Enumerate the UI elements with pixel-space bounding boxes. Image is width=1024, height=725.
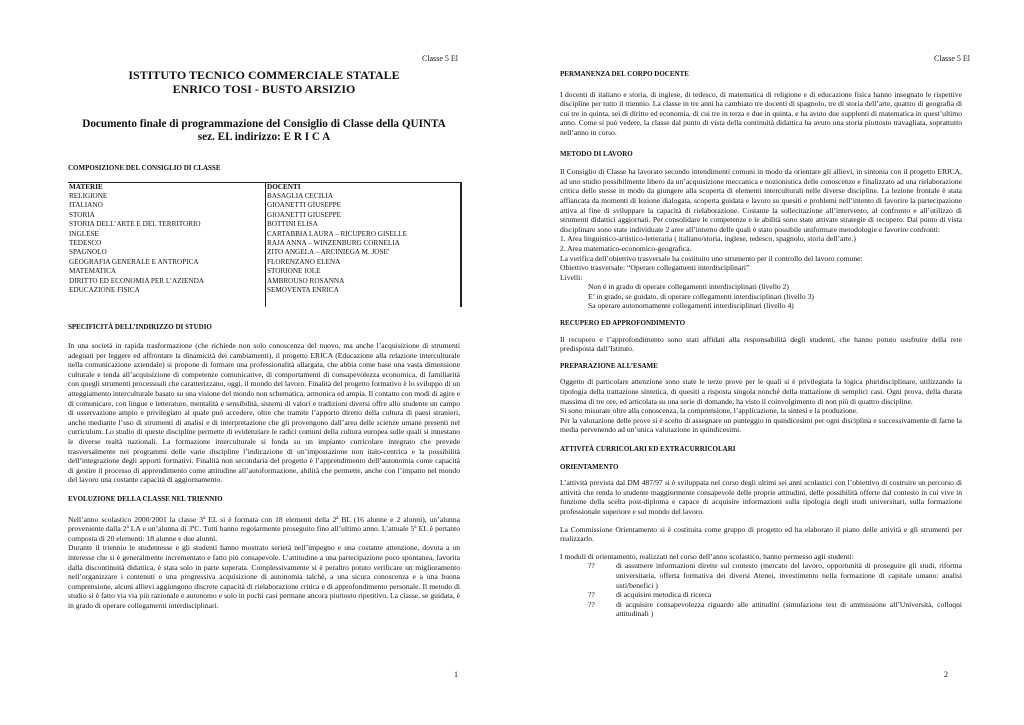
list-item: Sa operare autonomamente collegamenti interdisciplinari (livello 4): [588, 301, 794, 311]
page-number: 2: [944, 670, 948, 679]
teacher-cell: FLORENZANO ELENA: [266, 258, 462, 267]
subject-cell: RELIGIONE: [68, 192, 266, 201]
exam-text-2: Si sono misurate oltre alla conoscenza, la comprensione, l’applicazione, la sintesi e la produzione.: [560, 406, 858, 416]
bullet-icon: ??: [588, 590, 595, 600]
composition-heading: COMPOSIZIONE DEL CONSIGLIO DI CLASSE: [68, 164, 221, 172]
subject-cell: STORIA DELL’ARTE E DEL TERRITORIO: [68, 220, 266, 229]
teacher-cell: STORIONE IOLE: [266, 267, 462, 276]
table-row: [68, 192, 461, 201]
list-item: 2. Area matematico-economico-geografica.: [560, 243, 692, 253]
page-2: [512, 0, 1024, 725]
page-2-body: [560, 70, 962, 619]
evolution-heading: EVOLUZIONE DELLA CLASSE NEL TRIENNIO: [68, 494, 223, 503]
teacher-cell: RAJA ANNA – WINZENBURG CORNELIA: [266, 239, 462, 248]
table-row: [68, 277, 461, 286]
table-row: [68, 258, 461, 267]
teacher-cell: GIOANETTI GIUSEPPE: [266, 211, 462, 220]
subject-cell: INGLESE: [68, 230, 266, 239]
evolution-text-1: Nell’anno scolastico 2000/2001 la classe 3ª EL si è formata con 18 elementi della 2ª BL (16 alunne e 2 alunni), un’alunna proveniente dalla 2ª LA e un’alunna di 3ªC. Tutti hanno regolarmente proseguito fino all’ultimo anno. L’attuale 5ª EL è pertanto composta di 20 elementi: 18 alunne e due alunni.: [68, 514, 460, 543]
teacher-cell: GIOANETTI GIUSEPPE: [266, 201, 462, 210]
evolution-text-2: Durante il triennio le studentesse e gli studenti hanno mostrato serietà nell’impegno e una costante attenzione, dovuta a un interesse che si è generalmente incrementato e fatto più consapevole. L’attitudine a una partecipazione poco spontanea, favorita dalla discontinuità didattica, è stata solo in parte superata. Complessivamente si è peraltro potuto verificare un miglioramento nell’organizzare i contenuti e una progressiva acquisizione di autonomia talchè, a una sicura conoscenza e a una buona comprensione, alcuni allievi aggiungono discrete capacità di rielaborazione critica e di approfondimento personale. Il metodo di studio si è fatto via via più razionale e autonomo e solo in pochi casi permane ancora piuttosto ripetitivo. La classe, se guidata, è in grado di operare collegamenti interdisciplinari.: [68, 543, 460, 610]
orientation-heading: ORIENTAMENTO: [560, 462, 619, 471]
subject-cell: TEDESCO: [68, 239, 266, 248]
table-row: [68, 286, 461, 295]
orientation-text-2: La Commissione Orientamento si è costituita come gruppo di progetto ed ha elaborato il piano delle attività e gli strumenti per realizzarlo.: [560, 524, 962, 544]
exam-text-1: Oggetto di particolare attenzione sono state le terze prove per le quali si è privilegiata la logica pluridisciplinare, utilizzando la tipologia della trattazione sintetica, di quesiti a risposta singola nonché della trattazione di semplici casi. Ogni prova, della durata massima di tre ore, ed articolata su una serie di domande, ha visto il coinvolgimento di non più di quattro discipline.: [560, 377, 962, 406]
specificity-text: In una società in rapida trasformazione (che richiede non solo conoscenza del nuovo, ma anche l’acquisizione di strumenti adeguati per leggere ed affrontare la dinamicità dei cambiamenti), il progetto ERICA (Educazione alla relazione interculturale nella comunicazione aziendale) si propone di formare una professionalità allargata, che abbia come base una vasta dimensione culturale e tenda all’acquisizione di competenze comunicative, di comportamenti di consapevolezza economica, di familiarità con quegli strumenti processuali che caratterizzano, oggi, il mondo del lavoro. Finalità del progetto formativo è lo sviluppo di un atteggiamento interculturale basato su una visione del mondo non schematica, armonica ed ampia. Il contatto con modi di agire e di comunicare, con lingue e letterature, mentalità e sensibilità, sistemi di valori e tradizioni diversi offre allo studente un campo di osservazione ampio e privilegiato al quale può accedere, oltre che tramite l’apporto diretto della cultura di paesi stranieri, anche mediante l’uso di strumenti di analisi e di interpretazione che gli provengono dall’area delle scienze umane presenti nel curriculum. Lo studio di queste discipline permette di evidenziare le radici comuni della cultura europea sulle quali si innestano le diverse realtà nazionali. La formazione interculturale si fonda su un impianto curricolare integrato che prevede trasversalmente nei programmi delle varie discipline l’indicazione di un’impostazione non italo-centrica e la possibilità dell’integrazione degli apporti formativi. Finalità non secondaria del progetto è l’apprendimento dell’autonomia come capacità di gestire il processo di apprendimento come attitudine all’autoformazione, abilità che permette, anche con l’impatto nel mondo del lavoro una costante capacità di aggiornamento.: [68, 341, 461, 485]
table-header-subject: MATERIE: [68, 182, 266, 192]
recovery-heading: RECUPERO ED APPROFONDIMENTO: [560, 319, 686, 328]
page-header-class: Classe 5 El: [934, 54, 970, 63]
recovery-text: Il recupero e l’approfondimento sono stati affidati alla responsabilità degli studenti, che hanno potuto usufruire della rete predisposta dall’Istituto.: [560, 334, 962, 354]
list-item: ?? di assumere informazioni dirette sul contesto (mercato del lavoro, opportunità di proseguire gli studi, riforma universitaria, offerta formativa dei diversi Atenei, investimento nella formazione di capitale umano: analisi usti/benefici ): [588, 561, 962, 590]
permanence-text: I docenti di italiano e storia, di inglese, di tedesco, di matematica di religione e di educazione fisica hanno insegnato le rispettive discipline per tutto il triennio. La classe in tre anni ha cambiato tre docenti di spagnolo, tre di storia dell’arte, quattro di geografia di cui tre in quinta, sei di diritto ed economia, di cui tre in terza e due in quinta, e ha avuto due supplenti di matematica in quest’ultimo anno. Come si può vedere, la classe dal punto di vista della continuità didattica ha avuto una storia piuttosto travagliata, soprattutto nell’anno in corso.: [560, 89, 962, 137]
activities-heading: ATTIVITÀ CURRICOLARI ED EXTRACURRICOLARI: [560, 445, 736, 453]
page-1-body: [68, 68, 460, 611]
teacher-cell: ZITO ANGELA – ARCINIEGA M. JOSE': [266, 248, 462, 257]
subject-cell: GEOGRAFIA GENERALE E ANTROPICA: [68, 258, 266, 267]
list-item: 1. Area linguistico-artistico-letteraria ( italiano/storia, inglese, tedesco, spagnolo, storia dell’arte.): [560, 234, 856, 244]
exam-text-3: Per la valutazione delle prove si è scelto di assegnare un punteggio in quindicesimi per ogni disciplina e successivamente di farne la media pervenendo ad un’unica valutazione in quindicesimi.: [560, 415, 962, 435]
document-title: Documento finale di programmazione del Consiglio di Classe della QUINTA sez. EL indirizzo: E R I C A: [82, 118, 446, 143]
page-header-class: Classe 5 El: [422, 54, 458, 63]
teacher-cell: AMBROUSO ROSANNA: [266, 277, 462, 286]
bullet-icon: ??: [588, 561, 595, 571]
table-row: [68, 220, 461, 229]
bullet-icon: ??: [588, 599, 595, 609]
method-heading: METODO DI LAVORO: [560, 149, 633, 158]
teacher-cell: CARTABBIA LAURA – RICUPERO GISELLE: [266, 230, 462, 239]
table-row: [68, 267, 461, 276]
table-row: [68, 248, 461, 257]
teacher-cell: SEMOVENTA ENRICA: [266, 286, 462, 295]
subject-cell: MATEMATICA: [68, 267, 266, 276]
subject-cell: ITALIANO: [68, 201, 266, 210]
subject-cell: STORIA: [68, 211, 266, 220]
permanence-heading: PERMANENZA DEL CORPO DOCENTE: [560, 70, 689, 78]
orientation-text-1: L’attività prevista dal DM 487/97 si è sviluppata nel corso degli ultimi sei anni scolastici con l’obiettivo di costruire un percorso di attività che renda lo studente maggiormente consapevole delle proprie attitudini, delle possibilità offerte dal contesto in cui vive in funzione della scelta post-diploma e capace di acquisire informazioni sulla tipologia degli studi universitari, sulla formazione professionale superiore e sul mondo del lavoro.: [560, 478, 962, 516]
table-row: [68, 230, 461, 239]
list-item: E’ in grado, se guidato, di operare collegamenti interdisciplinari (livello 3): [588, 291, 814, 301]
specificity-heading: SPECIFICITÀ DELL’INDIRIZZO DI STUDIO: [68, 323, 212, 332]
list-item: ?? di acquisire metodica di ricerca: [588, 590, 712, 600]
method-text: Il Consiglio di Classe ha lavorato secondo intendimenti comuni in modo da orientare gli allievi, in sintonia con il progetto ERICA, ad uno studio possibilmente libero da un’acquisizione meccanica e nozionistica delle conoscenze e finalizzato ad una rielaborazione critica delle stesse in modo da giungere alla scoperta di elementi interculturali nelle diverse discipline. La lezione frontale è stata affiancata da momenti di lezione dialogata, scoperta guidata e lavoro su quesiti e problemi nell’intento di favorire la partecipazione attiva al fine di sviluppare la capacità di rielaborazione. Costante la sollecitazione all’intervento, al confronto e all’utilizzo di strumenti didattici aggiornati. Per consolidare le competenze e le abilità sono state attivate strategie di recupero. Dal punto di vista disciplinare sono state individuate 2 aree all’interno delle quali è stato possibile uniformare metodologie e favorire confronti:: [560, 167, 962, 234]
modules-list: [560, 561, 962, 619]
council-table: [68, 182, 462, 308]
levels-list: [560, 282, 962, 311]
objective-label: Obiettivo trasversale: “Operare collegamenti interdisciplinari”: [560, 263, 750, 273]
levels-label: Livelli:: [560, 272, 583, 282]
table-row: [68, 211, 461, 220]
table-header-teacher: DOCENTI: [266, 182, 462, 192]
subject-cell: DIRITTO ED ECONOMIA PER L’AZIENDA: [68, 277, 266, 286]
list-item: Non è in grado di operare collegamenti interdisciplinari (livello 2): [588, 282, 789, 292]
list-item: ?? di acquisire consapevolezza riguardo alle attitudini (simulazione test di ammissione all’Università, colloqui attitudinali ): [588, 599, 962, 619]
exam-heading: PREPARAZIONE ALL’ESAME: [560, 361, 658, 370]
teacher-cell: BOTTINI ELISA: [266, 220, 462, 229]
subject-cell: EDUCAZIONE FISICA: [68, 286, 266, 295]
subject-cell: SPAGNOLO: [68, 248, 266, 257]
teacher-cell: BASAGLIA CECILIA: [266, 192, 462, 201]
areas-list: [560, 234, 962, 253]
table-row: [68, 239, 461, 248]
school-title: ISTITUTO TECNICO COMMERCIALE STATALE ENRICO TOSI - BUSTO ARSIZIO: [128, 68, 400, 96]
page-number: 1: [454, 670, 458, 679]
table-row: [68, 201, 461, 210]
objective-text: La verifica dell’obiettivo trasversale ha costituito uno strumento per il controllo del lavoro comune:: [560, 253, 863, 263]
modules-intro: I moduli di orientamento, realizzati nel corso dell’anno scolastico, hanno permesso agli studenti:: [560, 551, 854, 561]
